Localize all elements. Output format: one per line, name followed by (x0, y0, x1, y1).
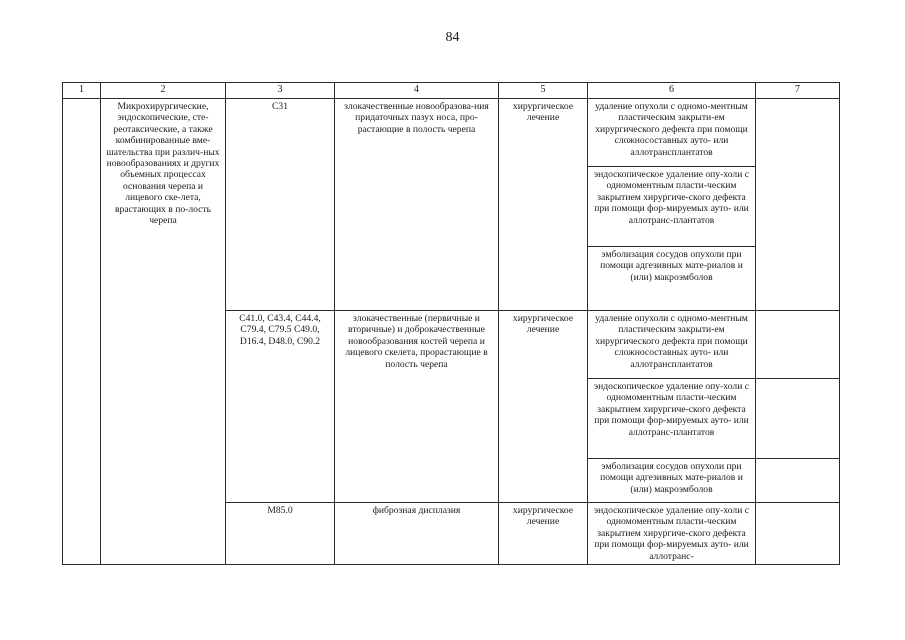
header-cell: 1 (63, 83, 101, 99)
col1-cell (63, 99, 101, 565)
method-cell: эндоскопическое удаление опу-холи с одномоментным пласти-ческим закрытием хирургиче-ского дефекта при помощи фор-мируемых ауто- или аллотранс-плантатов (588, 167, 756, 247)
treatment-type-cell: хирургическое лечение (499, 503, 588, 565)
icd-code-cell: C31 (226, 99, 335, 311)
header-row (63, 83, 840, 99)
method-cell: удаление опухоли с одномо-ментным пластическим закрыти-ем хирургического дефекта при помощи сложносоставных ауто- или аллотрансплантатов (588, 311, 756, 379)
icd-code-cell: C41.0, C43.4, C44.4, C79.4, C79.5 C49.0, D16.4, D48.0, C90.2 (226, 311, 335, 503)
header-cell: 2 (101, 83, 226, 99)
method-cell: эмболизация сосудов опухоли при помощи адгезивных мате-риалов и (или) макроэмболов (588, 247, 756, 311)
treatment-table (62, 82, 840, 565)
header-cell: 6 (588, 83, 756, 99)
page-number: 84 (445, 30, 460, 45)
col7-cell (756, 311, 840, 379)
col7-cell (756, 99, 840, 311)
method-cell: эндоскопическое удаление опу-холи с одномоментным пласти-ческим закрытием хирургиче-ского дефекта при помощи фор-мируемых ауто- или аллотранс- (588, 503, 756, 565)
header-cell: 5 (499, 83, 588, 99)
method-cell: эмболизация сосудов опухоли при помощи адгезивных мате-риалов и (или) макроэмболов (588, 459, 756, 503)
header-cell: 3 (226, 83, 335, 99)
method-cell: эндоскопическое удаление опу-холи с одномоментным пласти-ческим закрытием хирургиче-ского дефекта при помощи фор-мируемых ауто- или аллотранс-плантатов (588, 379, 756, 459)
treatment-type-cell: хирургическое лечение (499, 99, 588, 311)
treatment-type-cell: хирургическое лечение (499, 311, 588, 503)
header-cell: 4 (335, 83, 499, 99)
header-cell: 7 (756, 83, 840, 99)
table-row (63, 99, 840, 167)
diagnosis-cell: злокачественные новообразова-ния придаточных пазух носа, про-растающие в полость черепа (335, 99, 499, 311)
intervention-name-cell: Микрохирургические, эндоскопические, сте-реотаксические, а также комбинированные вме-шательства при различ-ных новообразованиях и других объемных процессах основания черепа и лицевого ске-лета, врастающих в по-лость черепа (101, 99, 226, 565)
icd-code-cell: M85.0 (226, 503, 335, 565)
diagnosis-cell: злокачественные (первичные и вторичные) и доброкачественные новообразования костей черепа и лицевого скелета, прорастающие в полость черепа (335, 311, 499, 503)
method-cell: удаление опухоли с одномо-ментным пластическим закрыти-ем хирургического дефекта при помощи сложносоставных ауто- или аллотрансплантатов (588, 99, 756, 167)
col7-cell (756, 503, 840, 565)
col7-cell (756, 379, 840, 459)
col7-cell (756, 459, 840, 503)
diagnosis-cell: фиброзная дисплазия (335, 503, 499, 565)
